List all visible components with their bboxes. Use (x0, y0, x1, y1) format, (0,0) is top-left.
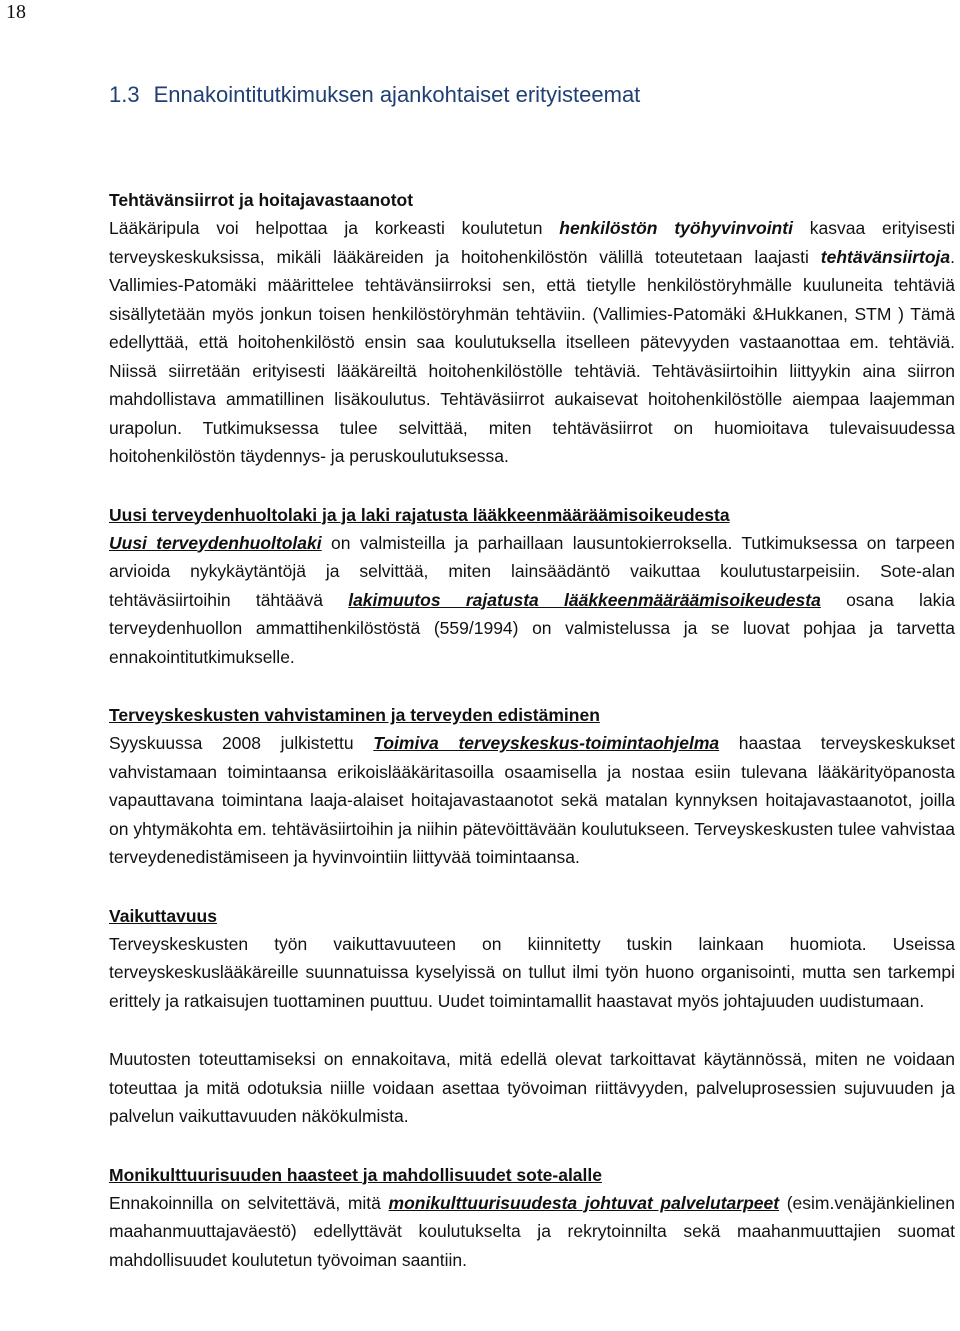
block-heading: Monikulttuurisuuden haasteet ja mahdollisuudet sote-alalle (109, 1164, 602, 1185)
emphasized-text: lakimuutos rajatusta lääkkeenmääräämisoikeudesta (348, 589, 821, 610)
section-title-text: Ennakointitutkimuksen ajankohtaiset erityisteemat (153, 82, 641, 107)
section-number: 1.3 (109, 82, 140, 107)
text-run: haastaa terveyskeskukset vahvistamaan toimintaansa erikoislääkäritasoilla osaamisella ja nostaa esiin tulevana lääkärityöpanosta vapauttavana toimintana laaja-alaiset hoitajavastaanotot sekä matalan kynnyksen hoitajavastaanotot, joilla on yhtymäkohta em. tehtäväsiirtoihin ja niihin pätevöittävään koulutukseen. Terveyskeskusten tulee vahvistaa terveydenedistämiseen ja hyvinvointiin liittyvää toimintaansa. (109, 733, 955, 867)
text-block (109, 902, 955, 1016)
body-paragraph (109, 214, 955, 471)
body-paragraph (109, 1189, 955, 1275)
text-block (109, 1161, 955, 1275)
block-heading: Uusi terveydenhuoltolaki ja ja laki rajatusta lääkkeenmääräämisoikeudesta (109, 504, 730, 525)
emphasized-text: Uusi terveydenhuoltolaki (109, 532, 322, 553)
text-run: Ennakoinnilla on selvitettävä, mitä (109, 1192, 389, 1213)
body-paragraph (109, 930, 955, 1016)
text-run: osana lakia terveydenhuollon ammattihenkilöstöstä (559/1994) on valmistelussa ja se luovat pohjaa ja tarvetta ennakointitutkimukselle. (109, 589, 955, 667)
text-run: . Vallimies-Patomäki määrittelee tehtävänsiirroksi sen, että tietylle henkilöstöryhmälle kuuluneita tehtäviä sisällytetään myös jonkun toisen henkilöstöryhmän tehtäviin. (Vallimies-Patomäki &Hukkanen, STM ) Tämä edellyttää, että hoitohenkilöstö ensin saa koulutuksella itselleen pätevyyden vastaanottaa em. tehtäviä. Niissä siirretään erityisesti lääkäreiltä hoitohenkilöstölle tehtäviä. Tehtäväsiirtoihin liittyykin aina siirron mahdollistava ammatillinen lisäkoulutus. Tehtäväsiirrot aukaisevat hoitohenkilöstölle aiempaa laajemman urapolun. Tutkimuksessa tulee selvittää, miten tehtäväsiirrot on huomioitava tulevaisuudessa hoitohenkilöstön täydennys- ja peruskoulutuksessa. (109, 246, 955, 466)
text-block (109, 186, 955, 471)
body-paragraph (109, 1045, 955, 1131)
text-run: kasvaa erityisesti terveyskeskuksissa, mikäli lääkäreiden ja hoitohenkilöstön välillä toteutetaan laajasti (109, 218, 955, 267)
text-run: Lääkäripula voi helpottaa ja korkeasti koulutetun (109, 218, 560, 238)
text-block (109, 1045, 955, 1131)
emphasized-text: henkilöstön työhyvinvointi (559, 218, 793, 238)
block-heading: Vaikuttavuus (109, 905, 217, 926)
text-run: on valmisteilla ja parhaillaan lausuntokierroksella. Tutkimuksessa on tarpeen arvioida nykykäytäntöjä ja selvittää, miten lainsäädäntö vaikuttaa koulutustarpeisiin. Sote-alan tehtäväsiirtoihin tähtäävä (109, 532, 955, 610)
body-paragraph (109, 529, 955, 672)
text-run: Muutosten toteuttamiseksi on ennakoitava, mitä edellä olevat tarkoittavat käytännössä, miten ne voidaan toteuttaa ja mitä odotuksia niille voidaan asettaa työvoiman riittävyyden, palveluprosessien sujuvuuden ja palvelun vaikuttavuuden näkökulmista. (109, 1049, 955, 1126)
body-paragraph (109, 729, 955, 872)
emphasized-text: monikulttuurisuudesta johtuvat palvelutarpeet (388, 1192, 780, 1213)
text-block (109, 701, 955, 872)
text-run: (esim.venäjänkielinen maahanmuuttajaväestö) edellyttävät koulutukselta ja rekrytoinnilta sekä maahanmuuttajien suomat mahdollisuudet koulutetun työvoiman saantiin. (109, 1192, 955, 1270)
section-title (109, 80, 955, 110)
document-body (109, 80, 955, 1304)
text-block (109, 501, 955, 672)
page-number: 18 (6, 1, 26, 23)
text-run: Terveyskeskusten työn vaikuttavuuteen on kiinnitetty tuskin lainkaan huomiota. Useissa terveyskeskuslääkäreille suunnatuissa kyselyissä on tullut ilmi työn huono organisointi, mutta sen tarkempi erittely ja ratkaisujen tuottaminen puuttuu. Uudet toimintamallit haastavat myös johtajuuden uudistumaan. (109, 933, 955, 1011)
emphasized-text: tehtävänsiirtoja (820, 246, 951, 267)
block-heading: Tehtävänsiirrot ja hoitajavastaanotot (109, 190, 414, 210)
block-heading: Terveyskeskusten vahvistaminen ja terveyden edistäminen (109, 705, 600, 725)
section-blocks (109, 186, 955, 1274)
text-run: Syyskuussa 2008 julkistettu (109, 733, 374, 753)
emphasized-text: Toimiva terveyskeskus-toimintaohjelma (373, 733, 720, 753)
